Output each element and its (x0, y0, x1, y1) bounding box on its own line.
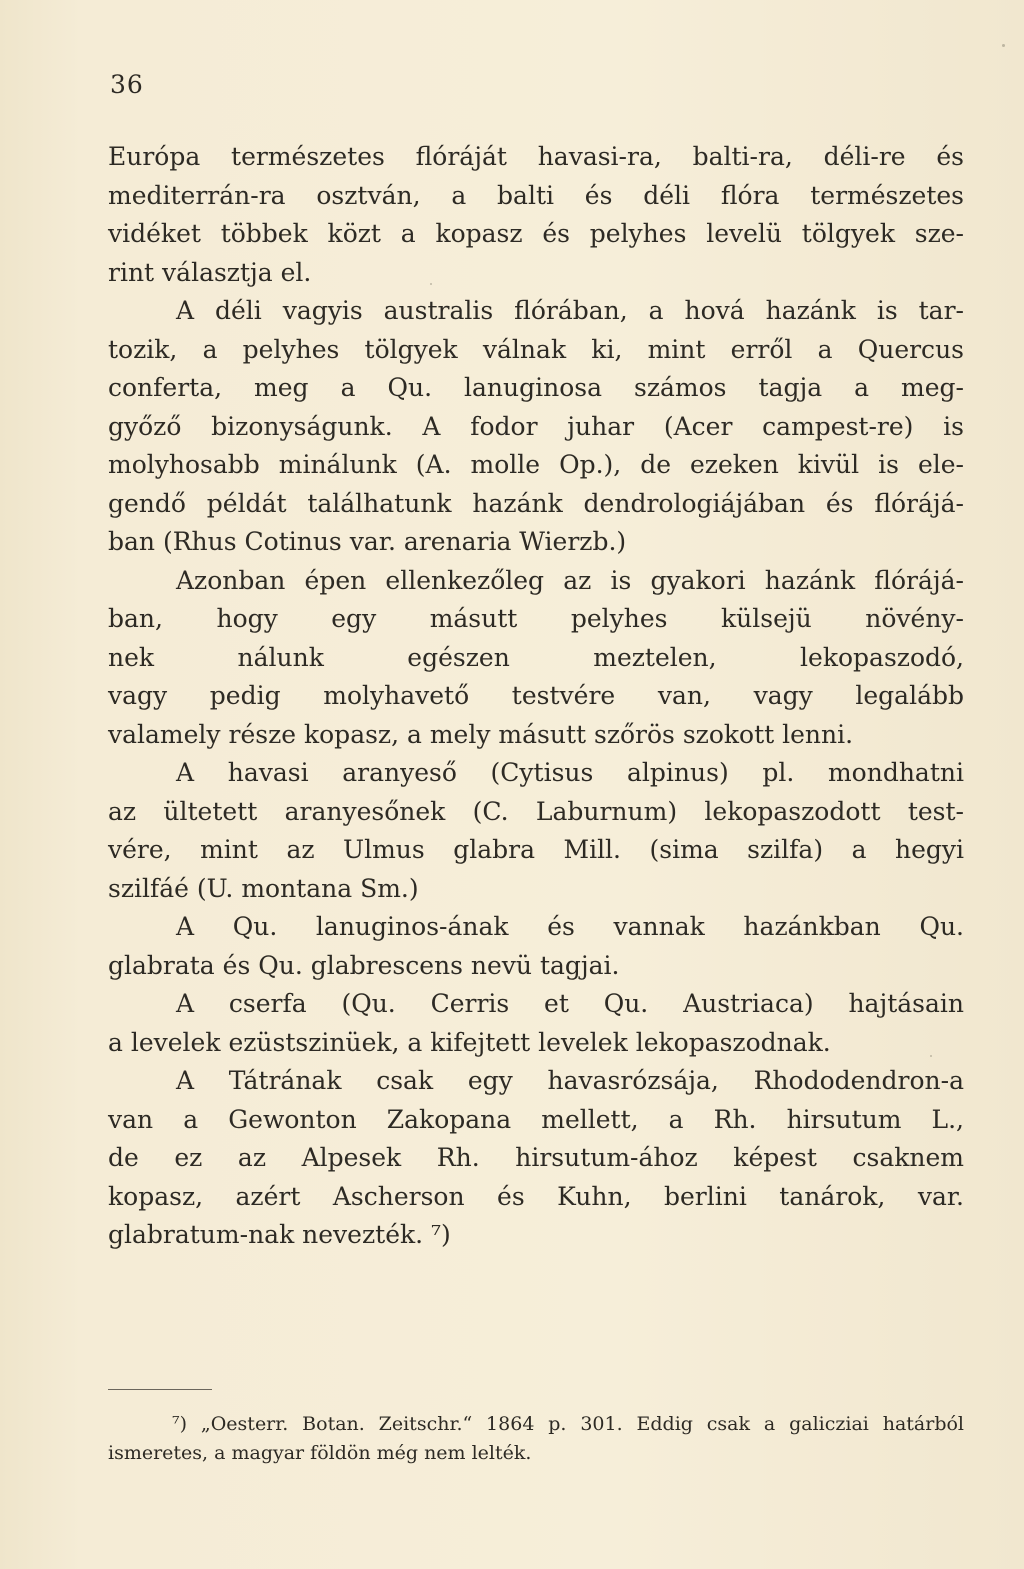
footnote (108, 1410, 964, 1468)
text-line: A déli vagyis australis flórában, a hová hazánk is tar- (176, 296, 964, 325)
text-line: nek nálunk egészen meztelen, lekopaszodó, (108, 642, 964, 672)
text-line: mediterrán-ra osztván, a balti és déli flóra természetes (108, 180, 964, 210)
text-line: Azonban épen ellenkezőleg az is gyakori hazánk flórájá- (176, 565, 964, 595)
paper-speck (930, 1055, 932, 1057)
footnote-divider (108, 1389, 212, 1390)
text-line: de ez az Alpesek Rh. hirsutum-ához képest csaknem (108, 1143, 964, 1172)
text-line: vidéket többek közt a kopasz és pelyhes levelü tölgyek sze- (108, 219, 964, 248)
text-line: glabrata és Qu. glabrescens nevü tagjai. (108, 950, 620, 980)
text-line: az ültetett aranyesőnek (C. Laburnum) lekopaszodott test- (108, 796, 964, 826)
text-line: glabratum-nak nevezték. ⁷) (108, 1220, 451, 1249)
text-line: rint választja el. (108, 257, 312, 287)
text-line: szilfáé (U. montana Sm.) (108, 873, 419, 903)
text-line: vére, mint az Ulmus glabra Mill. (sima szilfa) a hegyi (108, 835, 964, 864)
text-line: vagy pedig molyhavető testvére van, vagy legalább (108, 681, 964, 710)
body-text (108, 138, 964, 1255)
text-line: conferta, meg a Qu. lanuginosa számos tagja a meg- (108, 373, 964, 402)
text-line: molyhosabb minálunk (A. molle Op.), de ezeken kivül is ele- (108, 450, 964, 479)
text-line: Európa természetes flóráját havasi-ra, balti-ra, déli-re és (108, 142, 964, 171)
text-line: A Tátrának csak egy havasrózsája, Rhododendron-a (176, 1066, 964, 1095)
paper-speck (430, 283, 432, 285)
text-line: ban, hogy egy másutt pelyhes külsejü növény- (108, 604, 964, 633)
text-line: győző bizonyságunk. A fodor juhar (Acer campest-re) is (108, 411, 964, 441)
footnote-line: ismeretes, a magyar földön még nem lelték. (108, 1442, 532, 1464)
text-line: A Qu. lanuginos-ának és vannak hazánkban Qu. (176, 912, 964, 941)
text-line: tozik, a pelyhes tölgyek válnak ki, mint erről a Quercus (108, 334, 964, 364)
paper-speck (1002, 44, 1005, 47)
text-line: ban (Rhus Cotinus var. arenaria Wierzb.) (108, 527, 627, 556)
text-line: gendő példát találhatunk hazánk dendrologiájában és flórájá- (108, 488, 964, 518)
page-number: 36 (110, 70, 144, 99)
text-line: A cserfa (Qu. Cerris et Qu. Austriaca) hajtásain (176, 989, 964, 1018)
footnote-line: ⁷) „Oesterr. Botan. Zeitschr.“ 1864 p. 301. Eddig csak a galicziai határból (172, 1413, 964, 1435)
text-line: kopasz, azért Ascherson és Kuhn, berlini tanárok, var. (108, 1181, 964, 1211)
text-line: valamely része kopasz, a mely másutt szőrös szokott lenni. (108, 719, 854, 749)
text-line: A havasi aranyeső (Cytisus alpinus) pl. mondhatni (176, 758, 964, 787)
text-line: van a Gewonton Zakopana mellett, a Rh. hirsutum L., (108, 1104, 964, 1134)
text-line: a levelek ezüstszinüek, a kifejtett levelek lekopaszodnak. (108, 1027, 831, 1057)
